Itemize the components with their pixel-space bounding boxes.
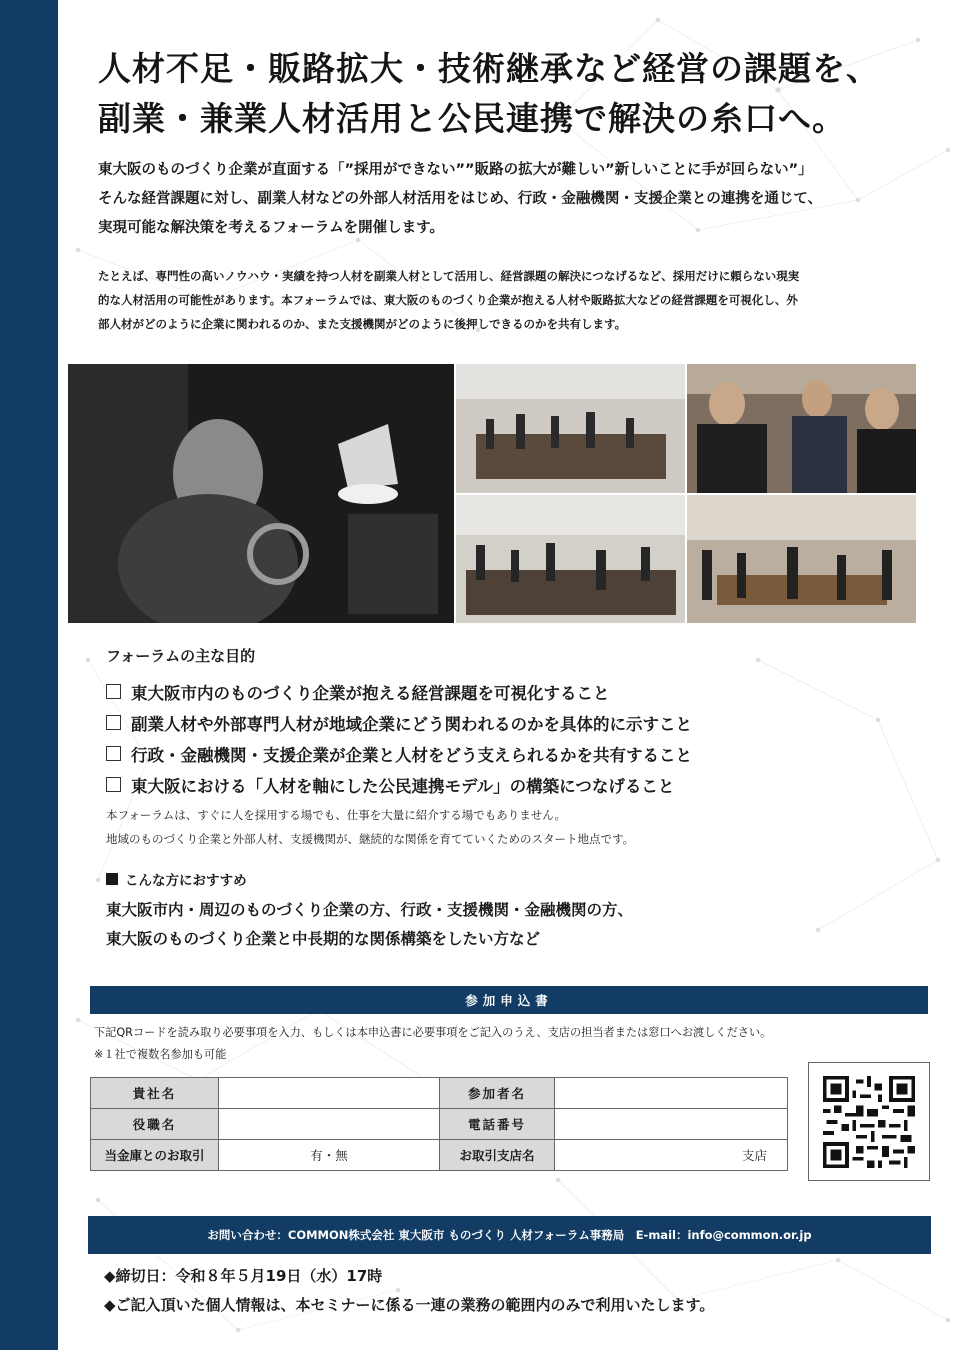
contact-bar: お問い合わせ：COMMON株式会社 東大阪市 ものづくり 人材フォーラム事務局 E-mail：info@common.or.jp [88, 1216, 931, 1254]
qr-code-icon [823, 1076, 915, 1168]
purpose-item-text: 行政・金融機関・支援企業が企業と人材をどう支えられるかを共有すること [131, 745, 692, 765]
purpose-item [106, 769, 906, 800]
headline-line-1: 人材不足・販路拡大・技術継承など経営の課題を、 [98, 49, 880, 88]
phone-label: 電話番号 [440, 1109, 555, 1140]
company-label: 貴社名 [91, 1078, 219, 1109]
application-note [94, 1022, 934, 1066]
company-field[interactable] [219, 1078, 440, 1109]
deadline-text: ◆締切日：令和８年５月19日（水）17時 [104, 1267, 383, 1285]
photo-forum-room-2 [456, 495, 685, 623]
branch-label: お取引支店名 [440, 1140, 555, 1171]
purpose-item [106, 707, 906, 738]
purpose-item [106, 738, 906, 769]
purpose-item-text: 東大阪における「人材を軸にした公民連携モデル」の構築につなげること [131, 776, 675, 796]
recommend-title-text: こんな方におすすめ [125, 873, 247, 889]
detail-paragraph [98, 264, 928, 336]
page-content [58, 0, 955, 1350]
application-form [90, 1077, 788, 1171]
phone-field[interactable] [555, 1109, 788, 1140]
intro-line-1: 東大阪のものづくり企業が直面する「”採用ができない””販路の拡大が難しい”新しいことに手が回らない”」 [98, 162, 813, 178]
recommend-title [106, 869, 247, 889]
detail-line-3: 部人材がどのように企業に関われるのか、また支援機関がどのように後押しできるのかを共有します。 [98, 317, 627, 331]
form-row [91, 1109, 788, 1140]
purpose-item-text: 東大阪市内のものづくり企業が抱える経営課題を可視化すること [131, 683, 610, 703]
left-sidebar-band [0, 0, 58, 1350]
participant-label: 参加者名 [440, 1078, 555, 1109]
form-row [91, 1078, 788, 1109]
purpose-item [106, 676, 906, 707]
square-bullet-icon [106, 873, 118, 885]
position-field[interactable] [219, 1109, 440, 1140]
purpose-note-line-2: 地域のものづくり企業と外部人材、支援機関が、継続的な関係を育てていくためのスタート地点です。 [106, 832, 635, 846]
intro-line-2: そんな経営課題に対し、副業人材などの外部人材活用をはじめ、行政・金融機関・支援企業との連携を通じて、 [98, 191, 823, 207]
application-title-bar: 参加申込書 [90, 986, 928, 1014]
recommend-line-2: 東大阪のものづくり企業と中長期的な関係構築をしたい方など [106, 930, 541, 948]
position-label: 役職名 [91, 1109, 219, 1140]
photo-discussion [687, 364, 916, 493]
checkbox-icon [106, 777, 121, 792]
photo-networking [687, 495, 916, 623]
checkbox-icon [106, 684, 121, 699]
detail-line-1: たとえば、専門性の高いノウハウ・実績を持つ人材を副業人材として活用し、経営課題の解決につなげるなど、採用だけに頼らない現実 [98, 269, 800, 283]
application-note-line-1: 下記QRコードを読み取り必要事項を入力、もしくは本申込書に必要事項をご記入のうえ、支店の担当者または窓口へお渡しください。 [94, 1026, 772, 1039]
detail-line-2: 的な人材活用の可能性があります。本フォーラムでは、東大阪のものづくり企業が抱える人材や販路拡大などの経営課題を可視化し、外 [98, 293, 798, 307]
purpose-list [106, 676, 906, 800]
photo-forum-room-1 [456, 364, 685, 493]
relation-label: 当金庫とのお取引 [91, 1140, 219, 1171]
recommend-text [106, 896, 906, 954]
footer-notes [104, 1262, 924, 1320]
checkbox-icon [106, 746, 121, 761]
photo-craftsman [68, 364, 454, 623]
photo-collage [68, 364, 916, 623]
form-row [91, 1140, 788, 1171]
headline [98, 44, 938, 144]
purpose-item-text: 副業人材や外部専門人材が地域企業にどう関われるのかを具体的に示すこと [131, 714, 692, 734]
branch-field[interactable]: 支店 [555, 1140, 788, 1171]
intro-line-3: 実現可能な解決策を考えるフォーラムを開催します。 [98, 220, 444, 236]
intro-paragraph [98, 156, 938, 243]
headline-line-2: 副業・兼業人材活用と公民連携で解決の糸口へ。 [98, 99, 846, 138]
relation-field[interactable]: 有・無 [219, 1140, 440, 1171]
privacy-text: ◆ご記入頂いた個人情報は、本セミナーに係る一連の業務の範囲内のみで利用いたします。 [104, 1296, 715, 1314]
participant-field[interactable] [555, 1078, 788, 1109]
recommend-line-1: 東大阪市内・周辺のものづくり企業の方、行政・支援機関・金融機関の方、 [106, 901, 634, 919]
qr-code-box[interactable] [808, 1062, 930, 1181]
checkbox-icon [106, 715, 121, 730]
purpose-note [106, 803, 906, 851]
application-note-line-2: ※１社で複数名参加も可能 [94, 1048, 227, 1061]
purpose-note-line-1: 本フォーラムは、すぐに人を採用する場でも、仕事を大量に紹介する場でもありません。 [106, 808, 566, 822]
purpose-title: フォーラムの主な目的 [106, 647, 256, 665]
